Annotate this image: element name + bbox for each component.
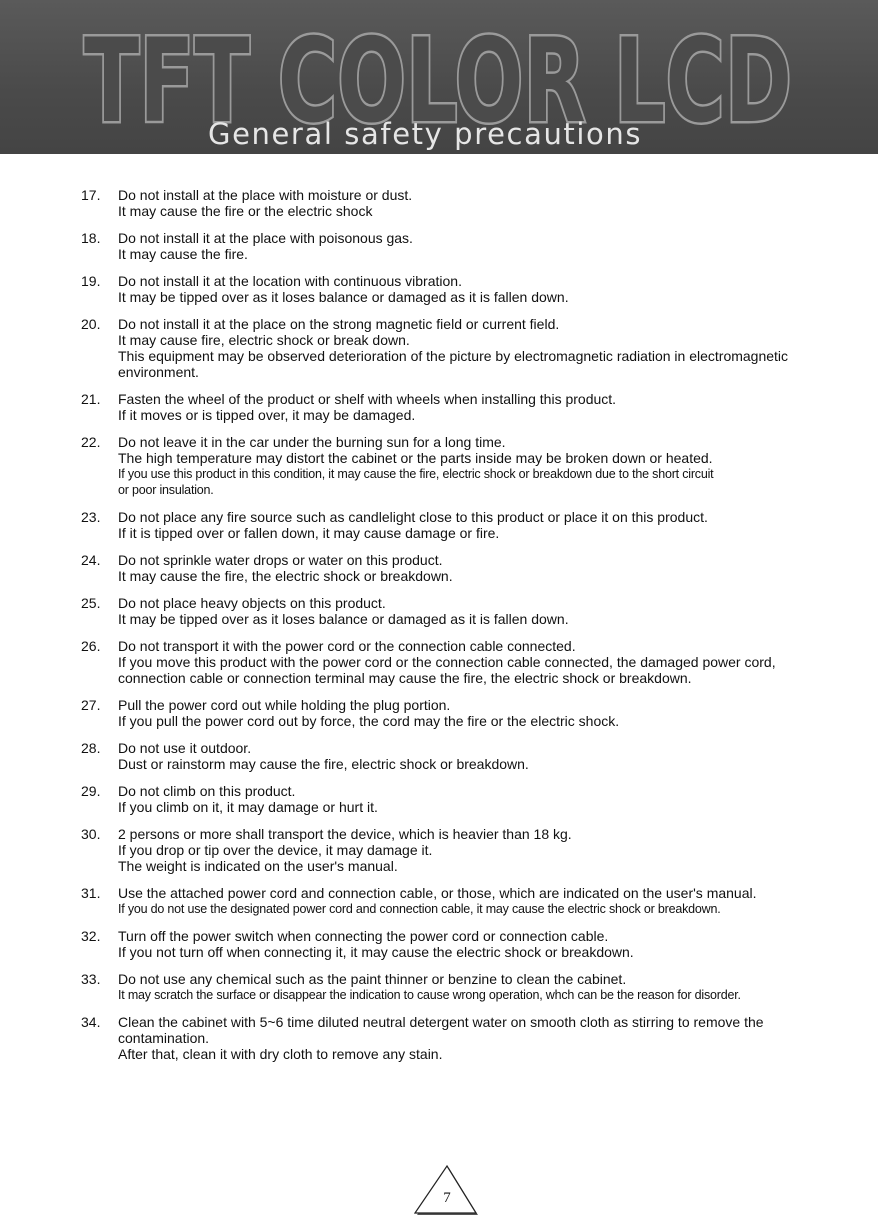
item-number: 26. [81, 638, 101, 654]
item-text-line: If it moves or is tipped over, it may be damaged. [118, 407, 416, 423]
item-text-line: Do not install at the place with moisture or dust. [118, 187, 413, 203]
item-text-line: Do not install it at the place on the strong magnetic field or current field. [118, 316, 560, 332]
item-text-line: 2 persons or more shall transport the device, which is heavier than 18 kg. [118, 826, 572, 842]
item-text-line: Do not use any chemical such as the paint thinner or benzine to clean the cabinet. [118, 971, 627, 987]
item-number: 34. [81, 1014, 101, 1030]
item-text-line: If you use this product in this condition, it may cause the fire, electric shock or breakdown due to the short circuit [118, 467, 714, 481]
precaution-item [81, 826, 801, 874]
item-text-line: If you drop or tip over the device, it may damage it. [118, 842, 433, 858]
precaution-item [81, 928, 801, 960]
item-text-line: Do not transport it with the power cord or the connection cable connected. [118, 638, 576, 654]
logo-text: TFT COLOR LCD [84, 14, 792, 149]
item-text-line: Use the attached power cord and connection cable, or those, which are indicated on the user's manual. [118, 885, 757, 901]
precaution-item [81, 434, 801, 498]
item-text-line: The weight is indicated on the user's manual. [118, 858, 398, 874]
item-text-line: If you climb on it, it may damage or hurt it. [118, 799, 378, 815]
precautions-list [81, 187, 801, 1073]
item-text-line: Do not use it outdoor. [118, 740, 252, 756]
item-text-line: Turn off the power switch when connecting the power cord or connection cable. [118, 928, 609, 944]
item-text-line: It may be tipped over as it loses balance or damaged as it is fallen down. [118, 611, 569, 627]
precaution-item [81, 391, 801, 423]
page-title: General safety precautions [208, 117, 643, 151]
item-number: 22. [81, 434, 101, 450]
item-text-line: It may cause the fire or the electric shock [118, 203, 373, 219]
precaution-item [81, 1014, 801, 1062]
item-text-line: If you pull the power cord out by force, the cord may the fire or the electric shock. [118, 713, 620, 729]
item-number: 25. [81, 595, 101, 611]
precaution-item [81, 697, 801, 729]
item-text-line: If you move this product with the power cord or the connection cable connected, the damaged power cord, [118, 654, 776, 670]
item-text-line: It may cause the fire. [118, 246, 248, 262]
item-text-line: It may scratch the surface or disappear the indication to cause wrong operation, whch can be the reason for disorder. [118, 988, 741, 1002]
precaution-item [81, 273, 801, 305]
precaution-item [81, 740, 801, 772]
precaution-item [81, 885, 801, 917]
item-text-line: Do not sprinkle water drops or water on this product. [118, 552, 443, 568]
item-text-line: Pull the power cord out while holding the plug portion. [118, 697, 451, 713]
item-text-line: If you do not use the designated power cord and connection cable, it may cause the electric shock or breakdown. [118, 902, 721, 916]
item-number: 23. [81, 509, 101, 525]
item-text-line: Fasten the wheel of the product or shelf with wheels when installing this product. [118, 391, 617, 407]
item-text-line: Do not leave it in the car under the burning sun for a long time. [118, 434, 506, 450]
item-number: 20. [81, 316, 101, 332]
item-number: 28. [81, 740, 101, 756]
item-text-line: Clean the cabinet with 5~6 time diluted neutral detergent water on smooth cloth as stirring to remove the [118, 1014, 764, 1030]
item-text-line: After that, clean it with dry cloth to remove any stain. [118, 1046, 443, 1062]
item-number: 27. [81, 697, 101, 713]
item-number: 32. [81, 928, 101, 944]
item-text-line: Do not install it at the location with continuous vibration. [118, 273, 462, 289]
item-text-line: The high temperature may distort the cabinet or the parts inside may be broken down or heated. [118, 450, 713, 466]
item-text-line: environment. [118, 364, 199, 380]
item-text-line: This equipment may be observed deterioration of the picture by electromagnetic radiation in electromagnetic [118, 348, 789, 364]
item-number: 18. [81, 230, 101, 246]
item-text-line: Do not place heavy objects on this product. [118, 595, 386, 611]
precaution-item [81, 509, 801, 541]
item-text-line: It may be tipped over as it loses balance or damaged as it is fallen down. [118, 289, 569, 305]
precaution-item [81, 187, 801, 219]
item-number: 17. [81, 187, 101, 203]
item-text-line: connection cable or connection terminal may cause the fire, the electric shock or breakdown. [118, 670, 692, 686]
item-text-line: If it is tipped over or fallen down, it may cause damage or fire. [118, 525, 500, 541]
item-text-line: Do not climb on this product. [118, 783, 296, 799]
item-number: 30. [81, 826, 101, 842]
item-number: 19. [81, 273, 101, 289]
item-text-line: If you not turn off when connecting it, it may cause the electric shock or breakdown. [118, 944, 634, 960]
precaution-item [81, 783, 801, 815]
item-text-line: Dust or rainstorm may cause the fire, electric shock or breakdown. [118, 756, 529, 772]
item-text-line: It may cause fire, electric shock or break down. [118, 332, 410, 348]
precaution-item [81, 552, 801, 584]
item-number: 29. [81, 783, 101, 799]
precaution-item [81, 595, 801, 627]
item-text-line: contamination. [118, 1030, 210, 1046]
item-number: 21. [81, 391, 101, 407]
precaution-item [81, 316, 801, 380]
item-text-line: or poor insulation. [118, 483, 214, 497]
item-text-line: It may cause the fire, the electric shock or breakdown. [118, 568, 453, 584]
precaution-item [81, 230, 801, 262]
precaution-item [81, 638, 801, 686]
header-banner [0, 0, 878, 154]
page-number: 7 [443, 1190, 451, 1206]
precaution-item [81, 971, 801, 1003]
item-text-line: Do not install it at the place with poisonous gas. [118, 230, 413, 246]
item-text-line: Do not place any fire source such as candlelight close to this product or place it on this product. [118, 509, 708, 525]
item-number: 31. [81, 885, 101, 901]
item-number: 33. [81, 971, 101, 987]
item-number: 24. [81, 552, 101, 568]
